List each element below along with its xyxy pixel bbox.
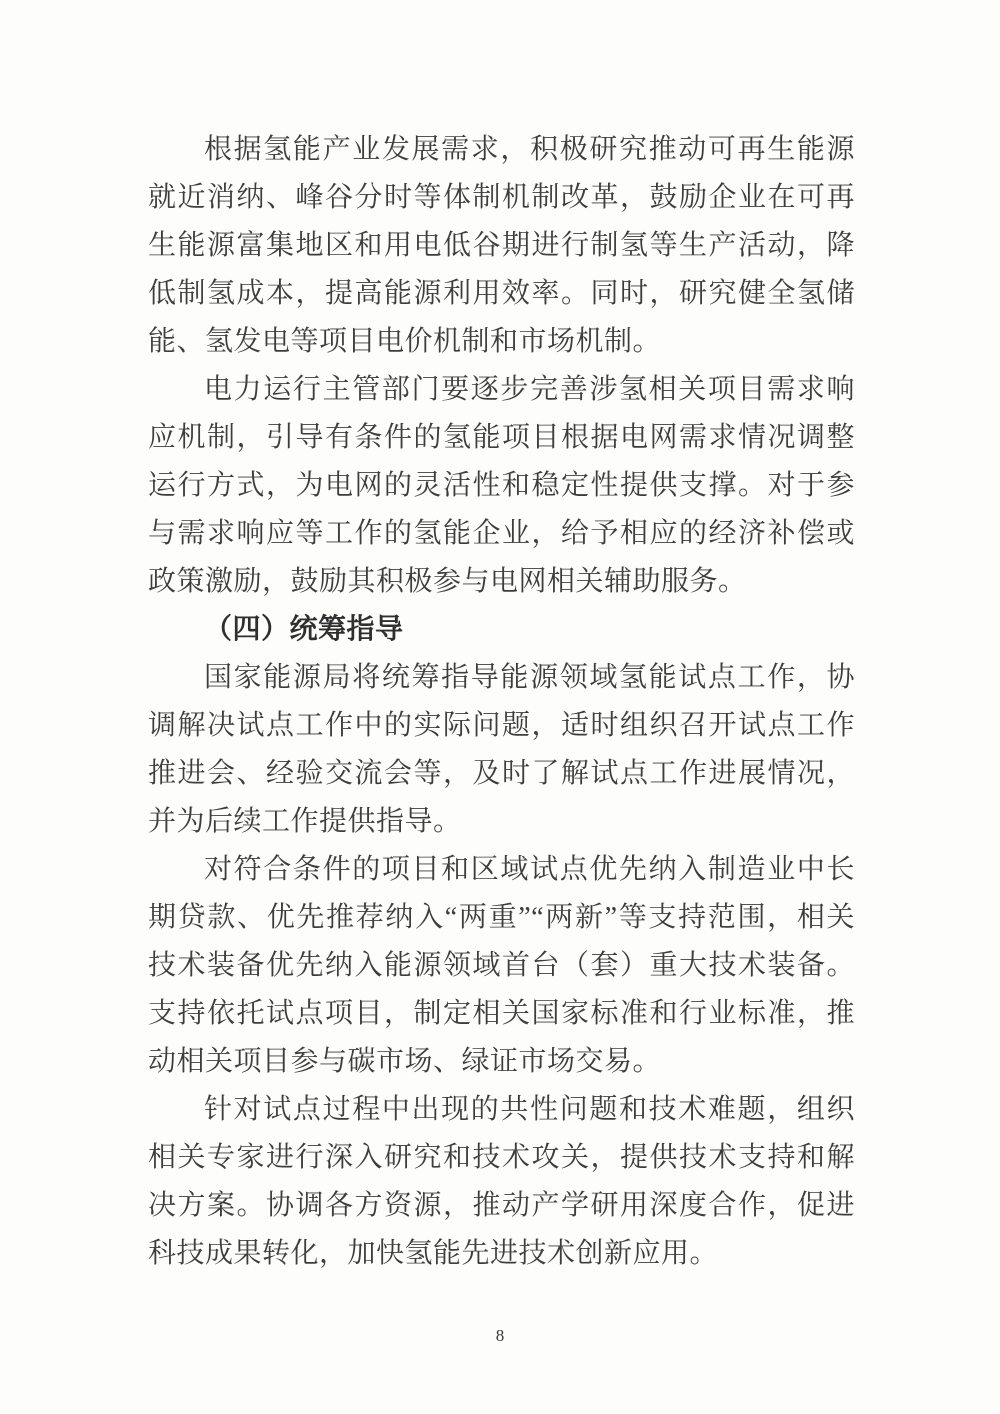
- page-number: 8: [495, 1326, 505, 1345]
- page-content: [148, 126, 855, 1278]
- paragraph-national-energy-administration: 国家能源局将统筹指导能源领域氢能试点工作，协调解决试点工作中的实际问题，适时组织召开试点工作推进会、经验交流会等，及时了解试点工作进展情况，并为后续工作提供指导。: [148, 662, 855, 837]
- section-heading-coordination-guidance: （四）统筹指导: [204, 614, 404, 645]
- paragraph-electricity-mechanism: 根据氢能产业发展需求，积极研究推动可再生能源就近消纳、峰谷分时等体制机制改革，鼓励企业在可再生能源富集地区和用电低谷期进行制氢等生产活动，降低制氢成本，提高能源利用效率。同时，研究健全氢储能、氢发电等项目电价机制和市场机制。: [148, 134, 855, 357]
- paragraph-demand-response: 电力运行主管部门要逐步完善涉氢相关项目需求响应机制，引导有条件的氢能项目根据电网需求情况调整运行方式，为电网的灵活性和稳定性提供支撑。对于参与需求响应等工作的氢能企业，给予相应的经济补偿或政策激励，鼓励其积极参与电网相关辅助服务。: [148, 374, 855, 597]
- paragraph-technical-research: 针对试点过程中出现的共性问题和技术难题，组织相关专家进行深入研究和技术攻关，提供技术支持和解决方案。协调各方资源，推动产学研用深度合作，促进科技成果转化，加快氢能先进技术创新应用。: [148, 1094, 855, 1269]
- paragraph-pilot-support-scope: 对符合条件的项目和区域试点优先纳入制造业中长期贷款、优先推荐纳入“两重”“两新”等支持范围，相关技术装备优先纳入能源领域首台（套）重大技术装备。支持依托试点项目，制定相关国家标准和行业标准，推动相关项目参与碳市场、绿证市场交易。: [148, 854, 855, 1077]
